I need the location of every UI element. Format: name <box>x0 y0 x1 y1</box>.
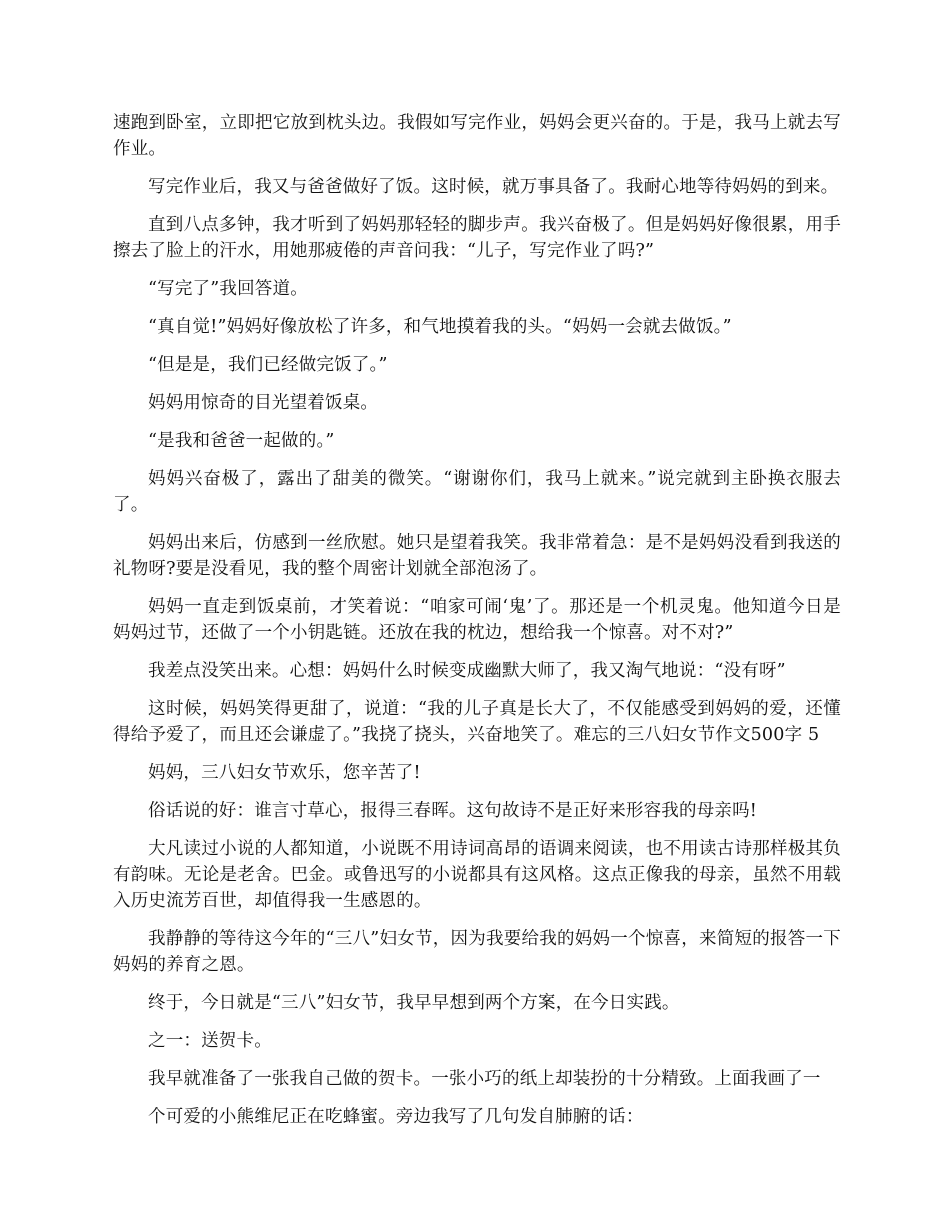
paragraph: 妈妈一直走到饭桌前，才笑着说：“咱家可闹‘鬼’了。那还是一个机灵鬼。他知道今日是妈妈过节，还做了一个小钥匙链。还放在我的枕边，想给我一个惊喜。对不对?” <box>113 597 841 643</box>
paragraph: “是我和爸爸一起做的。” <box>148 431 335 451</box>
paragraph: “真自觉!”妈妈好像放松了许多，和气地摸着我的头。“妈妈一会就去做饭。” <box>148 317 732 337</box>
paragraph: 之一：送贺卡。 <box>148 1031 272 1051</box>
paragraph: 这时候，妈妈笑得更甜了，说道：“我的儿子真是长大了，不仅能感受到妈妈的爱，还懂得给予爱了，而且还会谦虚了。”我挠了挠头，兴奋地笑了。难忘的三八妇女节作文500字 5 <box>113 699 841 745</box>
paragraph: 写完作业后，我又与爸爸做好了饭。这时候，就万事具备了。我耐心地等待妈妈的到来。 <box>148 177 839 197</box>
paragraph: “写完了”我回答道。 <box>148 279 308 299</box>
paragraph: 妈妈，三八妇女节欢乐，您辛苦了! <box>148 763 421 783</box>
paragraph: 终于，今日就是“三八”妇女节，我早早想到两个方案，在今日实践。 <box>148 993 680 1013</box>
paragraph: “但是是，我们已经做完饭了。” <box>148 355 388 375</box>
paragraph: 直到八点多钟，我才听到了妈妈那轻轻的脚步声。我兴奋极了。但是妈妈好像很累，用手擦去了脸上的汗水，用她那疲倦的声音问我：“儿子，写完作业了吗?” <box>113 215 841 261</box>
paragraph: 个可爱的小熊维尼正在吃蜂蜜。旁边我写了几句发自肺腑的话： <box>148 1107 644 1127</box>
paragraph: 我静静的等待这今年的“三八”妇女节，因为我要给我的妈妈一个惊喜，来简短的报答一下妈妈的养育之恩。 <box>113 929 841 975</box>
paragraph: 速跑到卧室，立即把它放到枕头边。我假如写完作业，妈妈会更兴奋的。于是，我马上就去写作业。 <box>113 113 841 159</box>
paragraph: 大凡读过小说的人都知道，小说既不用诗词高昂的语调来阅读，也不用读古诗那样极其负有韵味。无论是老舍。巴金。或鲁迅写的小说都具有这风格。这点正像我的母亲，虽然不用载入历史流芳百世，却值得我一生感恩的。 <box>113 839 841 911</box>
paragraph: 我差点没笑出来。心想：妈妈什么时候变成幽默大师了，我又淘气地说：“没有呀” <box>148 661 786 681</box>
paragraph: 俗话说的好：谁言寸草心，报得三春晖。这句故诗不是正好来形容我的母亲吗! <box>148 801 758 821</box>
paragraph: 妈妈兴奋极了，露出了甜美的微笑。“谢谢你们，我马上就来。”说完就到主卧换衣服去了。 <box>113 469 841 515</box>
paragraph: 我早就准备了一张我自己做的贺卡。一张小巧的纸上却装扮的十分精致。上面我画了一 <box>148 1069 821 1089</box>
document-body <box>113 110 841 1142</box>
paragraph: 妈妈用惊奇的目光望着饭桌。 <box>148 393 379 413</box>
paragraph: 妈妈出来后，仿感到一丝欣慰。她只是望着我笑。我非常着急：是不是妈妈没看到我送的礼物呀?要是没看见，我的整个周密计划就全部泡汤了。 <box>113 533 841 579</box>
